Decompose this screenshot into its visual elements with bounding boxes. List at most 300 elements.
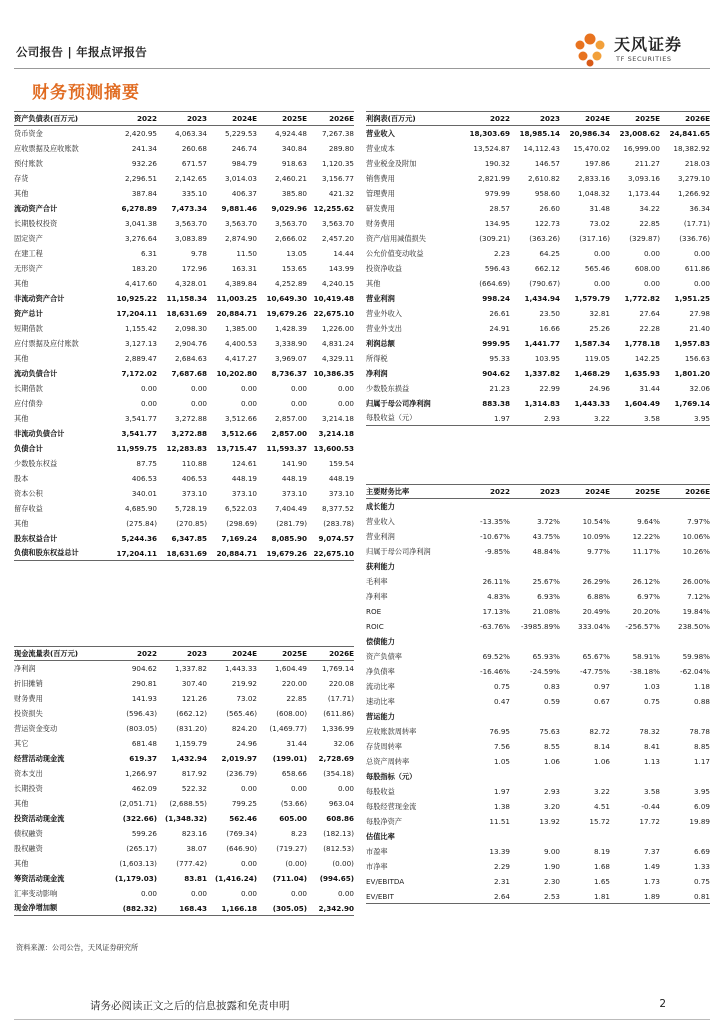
table-row: [366, 559, 710, 574]
row-label: 其他: [14, 278, 29, 288]
value-cell: 48.84%: [532, 547, 560, 556]
row-label: 资产总计: [14, 308, 43, 318]
row-label: 无形资产: [14, 263, 43, 273]
value-cell: 1,120.35: [321, 159, 354, 168]
value-cell: 20,884.71: [216, 548, 257, 558]
value-cell: 9,881.46: [221, 204, 257, 213]
value-cell: 3,093.16: [627, 174, 660, 183]
value-cell: (298.69): [226, 519, 257, 528]
value-cell: 31.44: [639, 384, 660, 393]
value-cell: 218.03: [684, 159, 710, 168]
value-cell: 7,267.38: [321, 129, 354, 138]
value-cell: 421.32: [328, 189, 354, 198]
row-label: 投资活动现金流: [14, 813, 65, 823]
value-cell: 22.85: [286, 694, 307, 703]
page-title: 财务预测摘要: [32, 83, 140, 103]
value-cell: 0.00: [190, 384, 207, 393]
value-cell: 238.50%: [678, 622, 710, 631]
value-cell: 9.64%: [637, 517, 660, 526]
value-cell: 2,857.00: [271, 429, 307, 438]
row-label: ROE: [366, 607, 382, 616]
table-row: [14, 886, 354, 901]
report-type-label: 公司报告 | 年报点评报告: [16, 45, 148, 59]
value-cell: 999.95: [482, 339, 510, 348]
value-cell: 19,679.26: [266, 309, 307, 318]
table-row: [14, 546, 354, 561]
row-label: 经营活动现金流: [14, 753, 65, 763]
row-label: 存货: [14, 173, 29, 183]
value-cell: 26.60: [539, 204, 560, 213]
value-cell: 25.26: [589, 324, 610, 333]
value-cell: 290.81: [131, 679, 157, 688]
table-row: [366, 351, 710, 366]
value-cell: -63.76%: [480, 622, 510, 631]
row-label: 速动比率: [366, 696, 395, 706]
value-cell: 6.31: [140, 249, 157, 258]
value-cell: (1,179.03): [114, 874, 157, 883]
value-cell: 32.81: [589, 309, 610, 318]
value-cell: 241.34: [131, 144, 157, 153]
row-label: 货币资金: [14, 128, 43, 138]
value-cell: 146.57: [534, 159, 560, 168]
row-label: 归属于母公司净利润: [366, 546, 431, 556]
row-label: 营业利润: [366, 293, 395, 303]
value-cell: 0.00: [337, 889, 354, 898]
value-cell: 3,214.18: [318, 429, 354, 438]
value-cell: 658.66: [281, 769, 307, 778]
value-cell: 6.97%: [637, 592, 660, 601]
value-cell: (664.69): [479, 279, 510, 288]
value-cell: (305.05): [272, 903, 307, 913]
value-cell: 1,443.33: [574, 399, 610, 408]
value-cell: 0.00: [693, 279, 710, 288]
value-cell: 0.00: [190, 889, 207, 898]
value-cell: 28.57: [489, 204, 510, 213]
value-cell: 904.62: [131, 664, 157, 673]
value-cell: 21.23: [489, 384, 510, 393]
value-cell: 27.64: [639, 309, 660, 318]
value-cell: 1,266.97: [124, 769, 157, 778]
table-row: [14, 321, 354, 336]
value-cell: -16.46%: [480, 667, 510, 676]
value-cell: 10,649.30: [266, 294, 307, 303]
value-cell: 0.00: [240, 384, 257, 393]
table-row: [366, 889, 710, 904]
row-label: 净利润: [366, 368, 388, 378]
table-row: [366, 814, 710, 829]
row-label: 获利能力: [366, 561, 395, 571]
value-cell: 26.00%: [682, 577, 710, 586]
table-header-row: [366, 111, 710, 126]
value-cell: 7,172.02: [121, 369, 157, 378]
value-cell: 307.40: [181, 679, 207, 688]
value-cell: 22.85: [639, 219, 660, 228]
value-cell: 0.00: [593, 249, 610, 258]
value-cell: (0.00): [332, 859, 354, 868]
value-cell: 340.01: [131, 489, 157, 498]
value-cell: 25.67%: [532, 577, 560, 586]
value-cell: 24,841.65: [669, 129, 710, 138]
table-row: [14, 426, 354, 441]
value-cell: 21.08%: [532, 607, 560, 616]
value-cell: 522.32: [181, 784, 207, 793]
value-cell: 17,204.11: [116, 548, 157, 558]
value-cell: 2,296.51: [124, 174, 157, 183]
value-cell: 0.00: [337, 399, 354, 408]
value-cell: 172.96: [181, 264, 207, 273]
row-label: 销售费用: [366, 173, 395, 183]
value-cell: 1,769.14: [321, 664, 354, 673]
value-cell: 1.18: [693, 682, 710, 691]
value-cell: 32.06: [333, 739, 354, 748]
value-cell: 38.07: [186, 844, 207, 853]
value-cell: (265.17): [126, 844, 157, 853]
table-row: [366, 649, 710, 664]
table-row: [14, 501, 354, 516]
value-cell: -47.75%: [580, 667, 610, 676]
value-cell: 0.59: [543, 697, 560, 706]
value-cell: 18,631.69: [166, 309, 207, 318]
value-cell: 4,389.84: [224, 279, 257, 288]
value-cell: (596.43): [126, 709, 157, 718]
value-cell: 1.65: [593, 877, 610, 886]
value-cell: 9.78: [190, 249, 207, 258]
value-cell: 11,593.37: [266, 444, 307, 453]
row-label: 成长能力: [366, 501, 395, 511]
value-cell: (270.85): [176, 519, 207, 528]
value-cell: 20,986.34: [569, 129, 610, 138]
value-cell: 2.53: [543, 891, 560, 901]
header-divider: [14, 68, 710, 69]
row-label: 营业收入: [366, 516, 395, 526]
value-cell: 3.20: [543, 802, 560, 811]
value-cell: 373.10: [231, 489, 257, 498]
value-cell: 2.93: [543, 413, 560, 423]
table-row: [14, 411, 354, 426]
value-cell: 1.97: [493, 413, 510, 423]
row-label: 应收账款周转率: [366, 726, 417, 736]
value-cell: (769.34): [226, 829, 257, 838]
value-cell: 220.00: [281, 679, 307, 688]
row-label: 市净率: [366, 861, 388, 871]
value-cell: 11.51: [489, 817, 510, 826]
value-cell: 32.06: [689, 384, 710, 393]
value-cell: 8.23: [290, 829, 307, 838]
value-cell: 2,857.00: [274, 414, 307, 423]
value-cell: 2,019.97: [221, 754, 257, 763]
value-cell: 156.63: [684, 354, 710, 363]
value-cell: 289.80: [328, 144, 354, 153]
row-label: 营运能力: [366, 711, 395, 721]
value-cell: 36.34: [689, 204, 710, 213]
value-cell: 1,587.34: [574, 339, 610, 348]
value-cell: 3,563.70: [274, 219, 307, 228]
value-cell: (994.65): [319, 874, 354, 883]
value-cell: 406.53: [131, 474, 157, 483]
table-row: [366, 381, 710, 396]
value-cell: 4,240.15: [321, 279, 354, 288]
value-cell: 0.97: [593, 682, 610, 691]
row-label: 投资损失: [14, 708, 43, 718]
value-cell: 75.63: [539, 727, 560, 736]
year-header: 2025E: [635, 114, 660, 123]
row-label: 营业外支出: [366, 323, 402, 333]
value-cell: 103.95: [534, 354, 560, 363]
value-cell: 7,473.34: [171, 204, 207, 213]
row-label: 归属于母公司净利润: [366, 398, 431, 408]
value-cell: -62.04%: [680, 667, 710, 676]
table-row: [14, 751, 354, 766]
value-cell: 608.00: [634, 264, 660, 273]
value-cell: 11.50: [236, 249, 257, 258]
value-cell: -10.67%: [480, 532, 510, 541]
row-label: 每股指标（元）: [366, 771, 417, 781]
value-cell: 24.91: [489, 324, 510, 333]
value-cell: 448.19: [281, 474, 307, 483]
table-row: [14, 201, 354, 216]
row-label: 净利率: [366, 591, 388, 601]
value-cell: 13.05: [286, 249, 307, 258]
value-cell: 0.00: [643, 249, 660, 258]
row-label: 每股收益（元）: [366, 413, 417, 422]
value-cell: 0.67: [593, 697, 610, 706]
value-cell: 1,778.18: [624, 339, 660, 348]
table-header-row: [14, 646, 354, 661]
row-label: 非流动资产合计: [14, 293, 65, 303]
value-cell: 26.12%: [632, 577, 660, 586]
value-cell: 823.16: [181, 829, 207, 838]
year-header: 2025E: [635, 487, 660, 496]
row-label: 毛利率: [366, 576, 388, 586]
value-cell: 12,283.83: [166, 444, 207, 453]
value-cell: 335.10: [181, 189, 207, 198]
value-cell: (646.90): [226, 844, 257, 853]
value-cell: 141.93: [131, 694, 157, 703]
value-cell: 0.00: [240, 399, 257, 408]
table-row: [14, 306, 354, 321]
value-cell: 18,303.69: [469, 129, 510, 138]
year-header: 2023: [539, 114, 560, 123]
table-row: [366, 739, 710, 754]
value-cell: 3.22: [593, 787, 610, 796]
value-cell: 10.09%: [582, 532, 610, 541]
value-cell: 4,831.24: [321, 339, 354, 348]
value-cell: 17,204.11: [116, 309, 157, 318]
value-cell: 141.90: [281, 459, 307, 468]
value-cell: 22,675.10: [313, 309, 354, 318]
value-cell: 1.49: [643, 862, 660, 871]
table-row: [366, 514, 710, 529]
table-row: [366, 291, 710, 306]
value-cell: 153.65: [281, 264, 307, 273]
table-row: [366, 634, 710, 649]
table-row: [14, 871, 354, 886]
value-cell: 2,098.30: [174, 324, 207, 333]
value-cell: 13,524.87: [473, 144, 510, 153]
table-row: [366, 366, 710, 381]
value-cell: 122.73: [534, 219, 560, 228]
table-row: [366, 799, 710, 814]
value-cell: 1,428.39: [274, 324, 307, 333]
value-cell: -256.57%: [625, 622, 660, 631]
row-label: 所得税: [366, 353, 388, 363]
row-label: 研发费用: [366, 203, 395, 213]
value-cell: 134.95: [484, 219, 510, 228]
value-cell: 1,604.49: [624, 399, 660, 408]
value-cell: 69.52%: [482, 652, 510, 661]
value-cell: 0.00: [190, 399, 207, 408]
value-cell: 1.06: [593, 757, 610, 766]
value-cell: 3,563.70: [321, 219, 354, 228]
value-cell: 1,579.79: [574, 294, 610, 303]
value-cell: 183.20: [131, 264, 157, 273]
row-label: 长期投资: [14, 783, 43, 793]
footer-divider: [14, 1019, 710, 1020]
logo-text-en: TF SECURITIES: [616, 55, 672, 63]
value-cell: 671.57: [181, 159, 207, 168]
table-row: [14, 291, 354, 306]
year-header: 2026E: [329, 114, 354, 123]
value-cell: 4,400.53: [224, 339, 257, 348]
value-cell: 1.89: [643, 891, 660, 901]
value-cell: 0.00: [290, 384, 307, 393]
value-cell: 8,736.37: [271, 369, 307, 378]
value-cell: 0.00: [693, 249, 710, 258]
value-cell: 3,512.66: [224, 414, 257, 423]
value-cell: 1,336.99: [321, 724, 354, 733]
income-statement-table: [366, 111, 710, 426]
table-header-row: [366, 484, 710, 499]
value-cell: 2,728.69: [318, 754, 354, 763]
value-cell: 3,563.70: [224, 219, 257, 228]
value-cell: 190.32: [484, 159, 510, 168]
value-cell: 1,166.18: [221, 903, 257, 913]
value-cell: 11,959.75: [116, 444, 157, 453]
value-cell: 2,666.02: [274, 234, 307, 243]
value-cell: (711.04): [272, 874, 307, 883]
table-row: [14, 381, 354, 396]
value-cell: 817.92: [181, 769, 207, 778]
value-cell: 15,470.02: [573, 144, 610, 153]
value-cell: 1,604.49: [274, 664, 307, 673]
value-cell: 13.39: [489, 847, 510, 856]
value-cell: 18,985.14: [519, 129, 560, 138]
value-cell: 78.32: [639, 727, 660, 736]
value-cell: 932.26: [131, 159, 157, 168]
row-label: 净负债率: [366, 666, 395, 676]
value-cell: 83.81: [184, 874, 207, 883]
value-cell: 10.54%: [582, 517, 610, 526]
value-cell: -38.18%: [630, 667, 660, 676]
value-cell: 1,443.33: [224, 664, 257, 673]
value-cell: 6,522.03: [224, 504, 257, 513]
value-cell: 8,085.90: [271, 534, 307, 543]
table-row: [366, 604, 710, 619]
value-cell: 19.84%: [682, 607, 710, 616]
value-cell: 82.72: [589, 727, 610, 736]
value-cell: 12.22%: [632, 532, 660, 541]
row-label: 资本支出: [14, 768, 43, 778]
value-cell: 9,029.96: [271, 204, 307, 213]
value-cell: 448.19: [328, 474, 354, 483]
value-cell: 26.29%: [582, 577, 610, 586]
row-label: 少数股东权益: [14, 458, 58, 468]
value-cell: 0.75: [493, 682, 510, 691]
value-cell: 211.27: [634, 159, 660, 168]
value-cell: 883.38: [482, 399, 510, 408]
value-cell: 121.26: [181, 694, 207, 703]
row-label: 营业利润: [366, 531, 395, 541]
value-cell: 10.06%: [682, 532, 710, 541]
value-cell: 59.98%: [682, 652, 710, 661]
table-row: [14, 261, 354, 276]
value-cell: 0.00: [240, 784, 257, 793]
value-cell: 9.00: [543, 847, 560, 856]
table-row: [366, 156, 710, 171]
value-cell: 1.81: [593, 891, 610, 901]
table-row: [14, 691, 354, 706]
value-cell: 76.95: [489, 727, 510, 736]
year-header: 2022: [489, 487, 510, 496]
row-label: 长期借款: [14, 383, 43, 393]
value-cell: 958.60: [534, 189, 560, 198]
value-cell: 17.72: [639, 817, 660, 826]
footer-disclaimer: 请务必阅读正文之后的信息披露和免责申明: [90, 1000, 290, 1012]
value-cell: 142.25: [634, 354, 660, 363]
value-cell: 0.00: [140, 384, 157, 393]
value-cell: 373.10: [181, 489, 207, 498]
value-cell: 8.14: [593, 742, 610, 751]
value-cell: 3,127.13: [124, 339, 157, 348]
value-cell: 2.64: [493, 891, 510, 901]
year-header: 2023: [186, 114, 207, 123]
row-label: 流动资产合计: [14, 203, 58, 213]
value-cell: 0.00: [290, 889, 307, 898]
value-cell: 824.20: [231, 724, 257, 733]
value-cell: 65.67%: [582, 652, 610, 661]
table-row: [14, 246, 354, 261]
value-cell: 10,925.22: [116, 294, 157, 303]
value-cell: 1,173.44: [627, 189, 660, 198]
value-cell: 2.29: [493, 862, 510, 871]
value-cell: 31.48: [589, 204, 610, 213]
value-cell: 20.20%: [632, 607, 660, 616]
value-cell: 220.08: [328, 679, 354, 688]
value-cell: 3.95: [693, 787, 710, 796]
table-row: [14, 516, 354, 531]
value-cell: 31.44: [286, 739, 307, 748]
table-row: [366, 261, 710, 276]
table-row: [366, 664, 710, 679]
value-cell: -0.44: [641, 802, 660, 811]
value-cell: 0.88: [693, 697, 710, 706]
table-row: [14, 276, 354, 291]
table-row: [366, 724, 710, 739]
value-cell: 596.43: [484, 264, 510, 273]
value-cell: 2,684.63: [174, 354, 207, 363]
year-header: 2026E: [329, 649, 354, 658]
value-cell: 3.72%: [537, 517, 560, 526]
year-header: 2024E: [585, 487, 610, 496]
value-cell: (2,051.71): [119, 799, 157, 808]
table-row: [366, 679, 710, 694]
table-row: [366, 216, 710, 231]
value-cell: (1,348.32): [164, 814, 207, 823]
year-header: 2026E: [685, 487, 710, 496]
value-cell: 20,884.71: [216, 309, 257, 318]
table-row: [366, 126, 710, 141]
value-cell: 14,112.43: [523, 144, 560, 153]
